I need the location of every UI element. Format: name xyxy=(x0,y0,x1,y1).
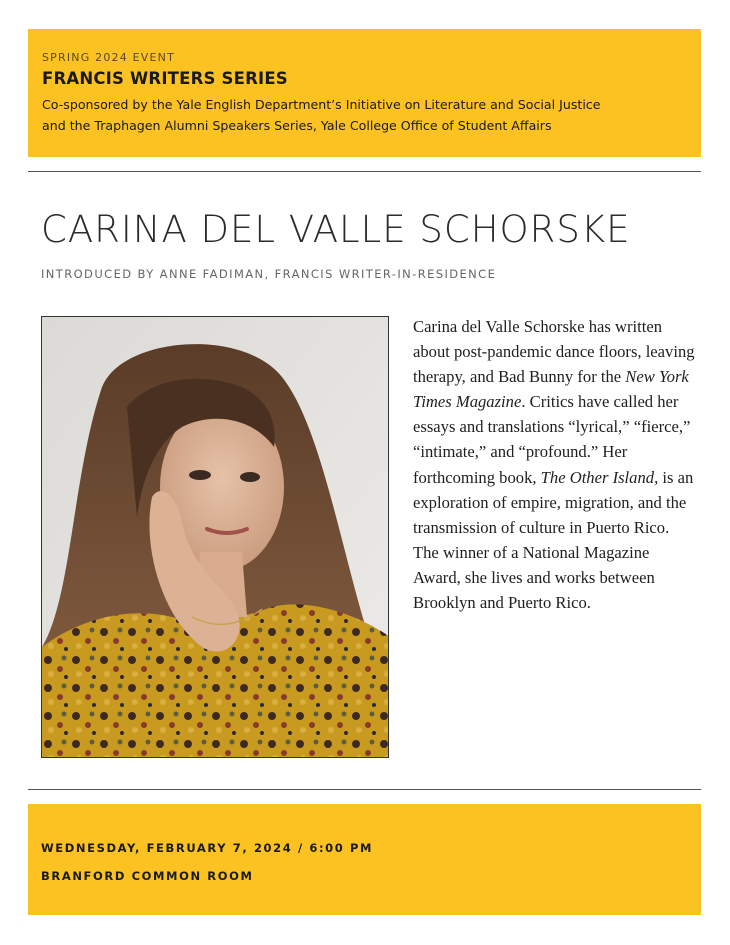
divider-bottom xyxy=(28,789,701,790)
sponsor-line-1: Co-sponsored by the Yale English Department’s Initiative on Literature and Social Justice xyxy=(42,97,601,112)
header-band xyxy=(28,29,701,157)
event-season-label: SPRING 2024 EVENT xyxy=(42,51,176,64)
speaker-name: CARINA DEL VALLE SCHORSKE xyxy=(41,208,631,251)
bio-publication: New York Times Magazine xyxy=(413,367,689,412)
series-title: FRANCIS WRITERS SERIES xyxy=(42,69,288,88)
sponsor-line-2: and the Traphagen Alumni Speakers Series, Yale College Office of Student Affairs xyxy=(42,118,552,133)
event-location: BRANFORD COMMON ROOM xyxy=(41,869,254,883)
bio-book-title: The Other Island xyxy=(540,467,655,487)
speaker-bio xyxy=(413,314,695,615)
event-details-band xyxy=(28,804,701,915)
bio-text-2: . Critics have called her essays and translations “lyrical,” “fierce,” “intimate,” and “profound.” Her forthcoming book, xyxy=(413,392,691,487)
speaker-portrait xyxy=(41,316,389,758)
bio-text-1: Carina del Valle Schorske has written about post-pandemic dance floors, leaving therapy, and Bad Bunny for the xyxy=(413,317,695,387)
bio-text-3: , is an exploration of empire, migration, and the transmission of culture in Puerto Rico. The winner of a National Magazine Award, she lives and works between Brooklyn and Puerto Rico. xyxy=(413,467,694,613)
divider-top xyxy=(28,171,701,172)
event-datetime: WEDNESDAY, FEBRUARY 7, 2024 / 6:00 PM xyxy=(41,841,374,855)
introduced-by: INTRODUCED BY ANNE FADIMAN, FRANCIS WRITER-IN-RESIDENCE xyxy=(41,267,497,281)
sponsor-text xyxy=(42,94,687,136)
